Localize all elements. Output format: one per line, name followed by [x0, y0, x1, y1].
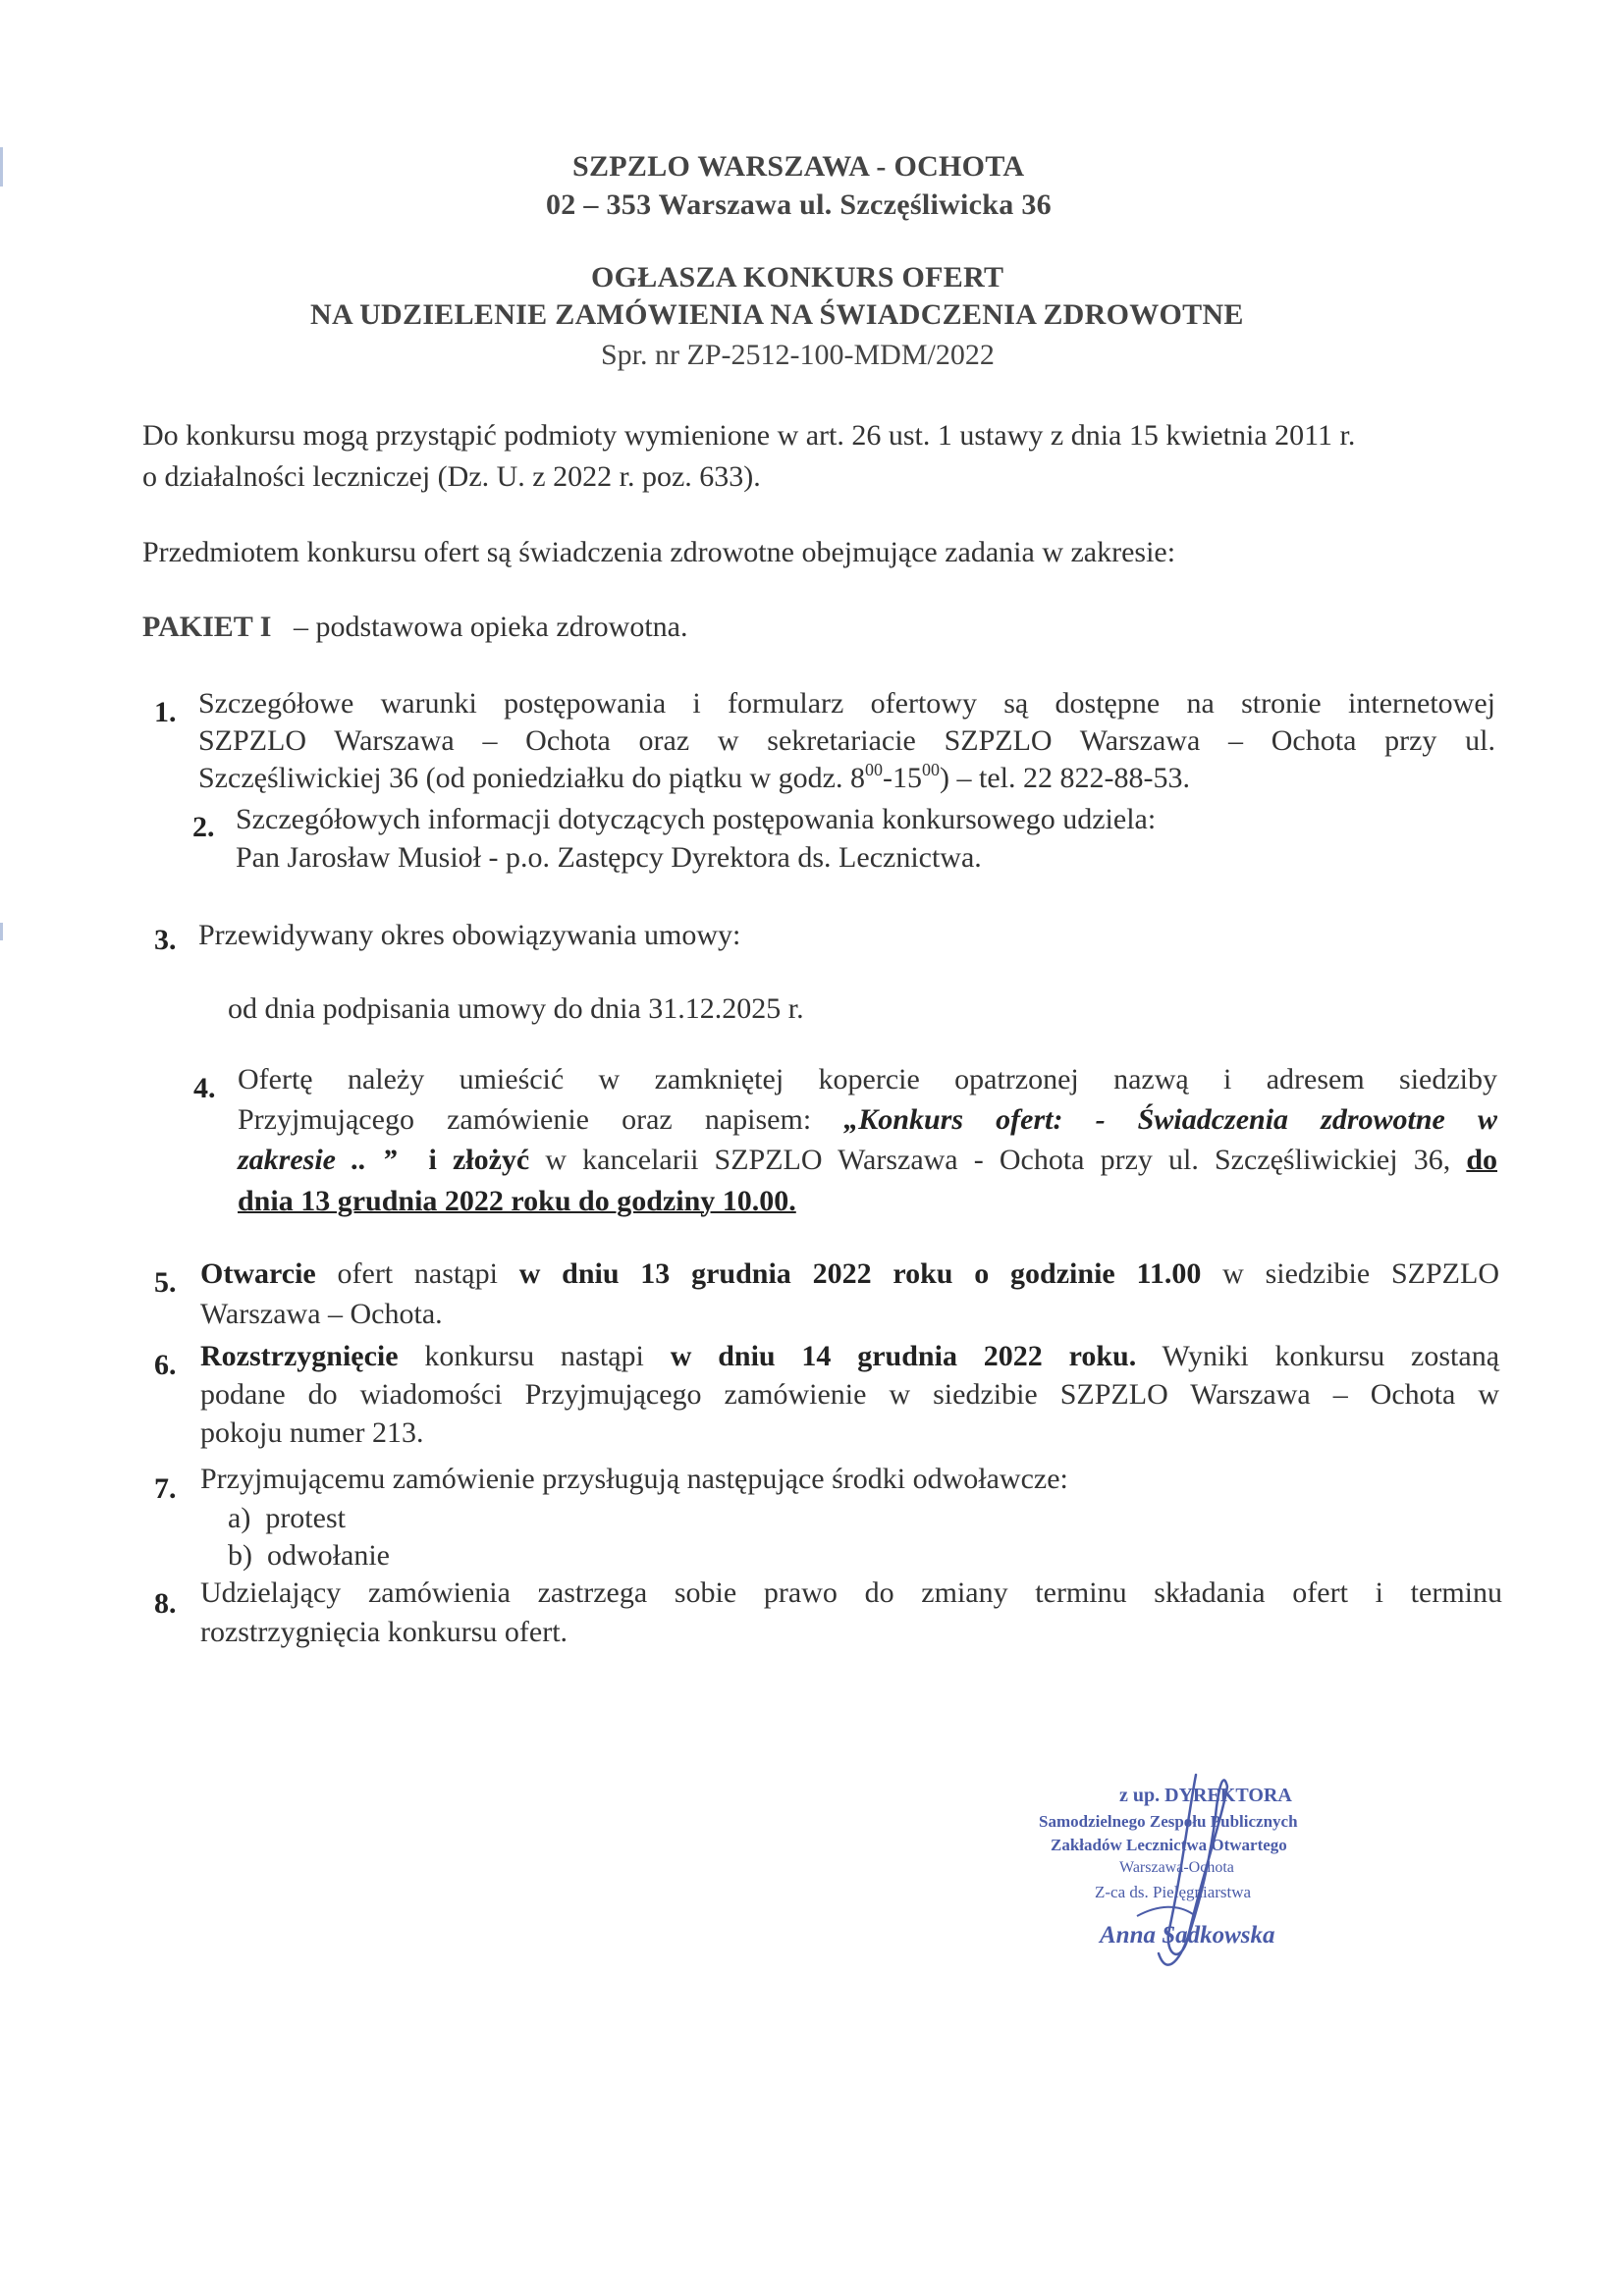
item-4-line-2-text: Przyjmującego zamówienie oraz napisem: [238, 1103, 844, 1136]
remedy-b [228, 1539, 390, 1573]
item-1-number: 1. [154, 696, 177, 728]
scan-edge-mark [0, 147, 3, 187]
item-1-line-3-text: Szczęśliwickiej 36 (od poniedziałku do piątku w godz. 8 [198, 762, 865, 794]
item-8-line-2: rozstrzygnięcia konkursu ofert. [200, 1616, 568, 1648]
remedy-b-label: b) [228, 1539, 252, 1572]
stamp-name: Anna Sadkowska [1100, 1922, 1275, 1949]
pakiet-line [142, 611, 688, 644]
stamp-line-4: Warszawa-Ochota [1119, 1859, 1234, 1876]
opening-label: Otwarcie [200, 1257, 316, 1290]
hours-end-minutes: 00 [922, 760, 940, 779]
announcement-title: OGŁASZA KONKURS OFERT [591, 261, 1004, 294]
item-7-line-1: Przyjmującemu zamówienie przysługują następujące środki odwoławcze: [200, 1463, 1068, 1495]
item-3-number: 3. [154, 924, 177, 956]
pakiet-text: – podstawowa opieka zdrowotna. [293, 611, 688, 643]
intro-line-2: o działalności leczniczej (Dz. U. z 2022 r. poz. 633). [142, 460, 761, 493]
remedy-b-text: odwołanie [267, 1539, 390, 1572]
reference-number: Spr. nr ZP-2512-100-MDM/2022 [601, 339, 995, 371]
item-6-line-1 [200, 1340, 1499, 1373]
item-5-text: ofert nastąpi [337, 1257, 498, 1290]
stamp-line-2: Samodzielnego Zespołu Publicznych [1039, 1812, 1298, 1831]
item-5-line-2: Warszawa – Ochota. [200, 1298, 443, 1330]
item-1-line-2: SZPZLO Warszawa – Ochota oraz w sekretariacie SZPZLO Warszawa – Ochota przy ul. [198, 724, 1495, 757]
resolution-date: w dniu 14 grudnia 2022 roku. [670, 1340, 1137, 1372]
envelope-inscription-end: zakresie .. ” [238, 1144, 398, 1176]
item-4-number: 4. [193, 1072, 216, 1104]
item-5-number: 5. [154, 1266, 177, 1299]
envelope-inscription: „Konkurs ofert: - Świadczenia zdrowotne w [843, 1103, 1497, 1136]
org-name: SZPZLO WARSZAWA - OCHOTA [572, 150, 1025, 183]
item-1-line-3 [198, 762, 1190, 795]
scan-edge-mark [0, 923, 3, 940]
remedy-a-text: protest [265, 1502, 346, 1534]
director-stamp [1021, 1757, 1394, 1993]
announcement-subtitle: NA UDZIELENIE ZAMÓWIENIA NA ŚWIADCZENIA ZDROWOTNE [310, 298, 1244, 331]
item-6-line-2: podane do wiadomości Przyjmującego zamówienie w siedzibie SZPZLO Warszawa – Ochota w [200, 1378, 1499, 1411]
hours-end: -15 [883, 762, 922, 794]
opening-date: w dniu 13 grudnia 2022 roku o godzinie 11.00 [518, 1257, 1202, 1290]
pakiet-label: PAKIET I [142, 611, 272, 643]
deadline-start: do [1466, 1144, 1498, 1176]
item-4-line-1: Ofertę należy umieścić w zamkniętej kopercie opatrzonej nazwą i adresem siedziby [238, 1063, 1497, 1095]
stamp-line-1: z up. DYREKTORA [1119, 1785, 1292, 1806]
item-2-number: 2. [192, 811, 215, 843]
item-7-number: 7. [154, 1472, 177, 1505]
remedy-a-label: a) [228, 1502, 251, 1534]
stamp-line-3: Zakładów Lecznictwa Otwartego [1051, 1836, 1287, 1854]
resolution-label: Rozstrzygnięcie [200, 1340, 399, 1372]
item-1-phone: ) – tel. 22 822-88-53. [940, 762, 1190, 794]
handwritten-signature [1021, 1757, 1394, 1993]
item-4-line-3 [238, 1144, 1497, 1177]
item-1-line-1: Szczegółowe warunki postępowania i formularz ofertowy są dostępne na stronie internetowej [198, 687, 1495, 720]
item-4-line-2 [238, 1103, 1497, 1137]
item-6-number: 6. [154, 1349, 177, 1381]
item-2-line-2: Pan Jarosław Musioł - p.o. Zastępcy Dyrektora ds. Lecznictwa. [236, 841, 982, 874]
stamp-line-5: Z-ca ds. Pielęgniarstwa [1095, 1883, 1252, 1901]
subject-text: Przedmiotem konkursu ofert są świadczenia zdrowotne obejmujące zadania w zakresie: [142, 536, 1176, 568]
remedy-a [228, 1502, 346, 1535]
item-3-line-2: od dnia podpisania umowy do dnia 31.12.2025 r. [228, 992, 804, 1025]
submit-instruction: i złożyć [428, 1144, 530, 1176]
hours-start-minutes: 00 [865, 760, 883, 779]
org-address: 02 – 353 Warszawa ul. Szczęśliwicka 36 [546, 188, 1052, 221]
item-4-location: w kancelarii SZPZLO Warszawa - Ochota przy ul. Szczęśliwickiej 36, [545, 1144, 1451, 1176]
item-6-line-3: pokoju numer 213. [200, 1416, 424, 1449]
item-5-location: w siedzibie SZPZLO [1222, 1257, 1499, 1290]
intro-line-1: Do konkursu mogą przystąpić podmioty wymienione w art. 26 ust. 1 ustawy z dnia 15 kwietnia 2011 r. [142, 419, 1356, 452]
item-5-line-1 [200, 1257, 1499, 1291]
item-8-line-1: Udzielający zamówienia zastrzega sobie prawo do zmiany terminu składania ofert i terminu [200, 1576, 1502, 1609]
submission-deadline: dnia 13 grudnia 2022 roku do godziny 10.00. [238, 1185, 796, 1217]
item-6-results: Wyniki konkursu zostaną [1162, 1340, 1500, 1372]
item-3-line-1: Przewidywany okres obowiązywania umowy: [198, 919, 741, 951]
item-2-line-1: Szczegółowych informacji dotyczących postępowania konkursowego udziela: [236, 803, 1157, 835]
item-6-text: konkursu nastąpi [424, 1340, 644, 1372]
item-8-number: 8. [154, 1587, 177, 1620]
